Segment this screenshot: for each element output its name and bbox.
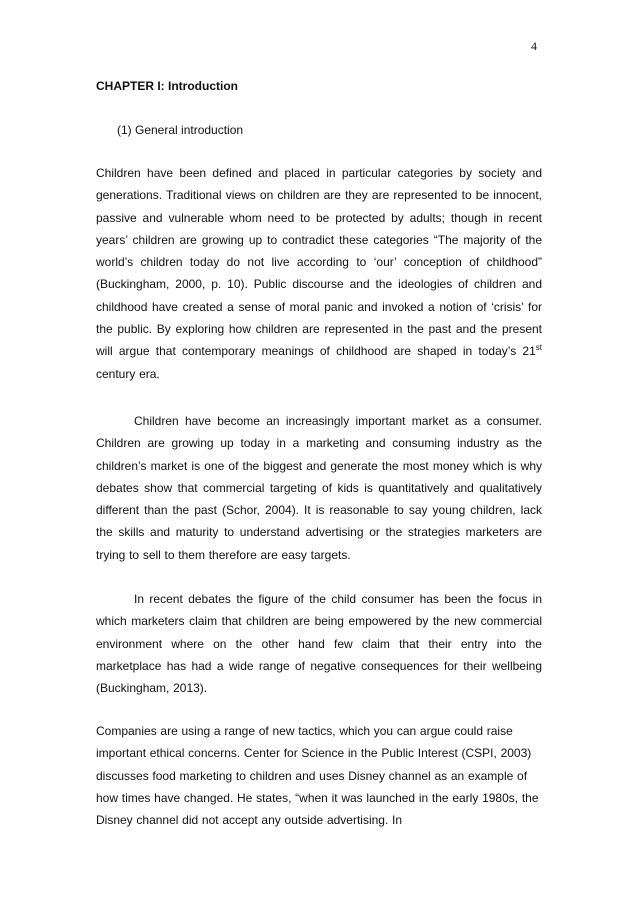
page-number: 4	[531, 39, 537, 53]
superscript-st: st	[535, 343, 542, 353]
chapter-heading: CHAPTER I: Introduction	[96, 79, 238, 93]
paragraph-1	[96, 162, 542, 385]
paragraph-3: In recent debates the figure of the child consumer has been the focus in which marketers claim that children are being empowered by the new commercial environment where on the other hand few claim that their entry into the marketplace has had a wide range of negative consequences for their wellbeing (Buckingham, 2013).	[96, 592, 542, 696]
paragraph-1-text: Children have been defined and placed in particular categories by society and generations. Traditional views on children are they are represented to be innocent, passive and vulnerable whom need to be protected by adults; though in recent years’ children are growing up to contradict these categories “The majority of the world’s children today do not live according to ‘our’ conception of childhood” (Buckingham, 2000, p. 10). Public discourse and the ideologies of children and childhood have created a sense of moral panic and invoked a notion of ‘crisis’ for the public. By exploring how children are represented in the past and the present will argue that contemporary meanings of childhood are shaped in today’s 21	[96, 166, 542, 359]
paragraph-1-text-end: century era.	[96, 366, 160, 381]
paragraph-2: Children have become an increasingly important market as a consumer. Children are growing up today in a marketing and consuming industry as the children’s market is one of the biggest and generate the most money which is why debates show that commercial targeting of kids is quantitatively and qualitatively different than the past (Schor, 2004). It is reasonable to say young children, lack the skills and maturity to understand advertising or the strategies marketers are trying to sell to them therefore are easy targets.	[96, 414, 542, 562]
paragraph-4: Companies are using a range of new tactics, which you can argue could raise important ethical concerns. Center for Science in the Public Interest (CSPI, 2003) discusses food marketing to children and uses Disney channel as an example of how times have changed. He states, “when it was launched in the early 1980s, the Disney channel did not accept any outside advertising. In	[96, 724, 539, 828]
section-heading: (1) General introduction	[117, 123, 244, 137]
